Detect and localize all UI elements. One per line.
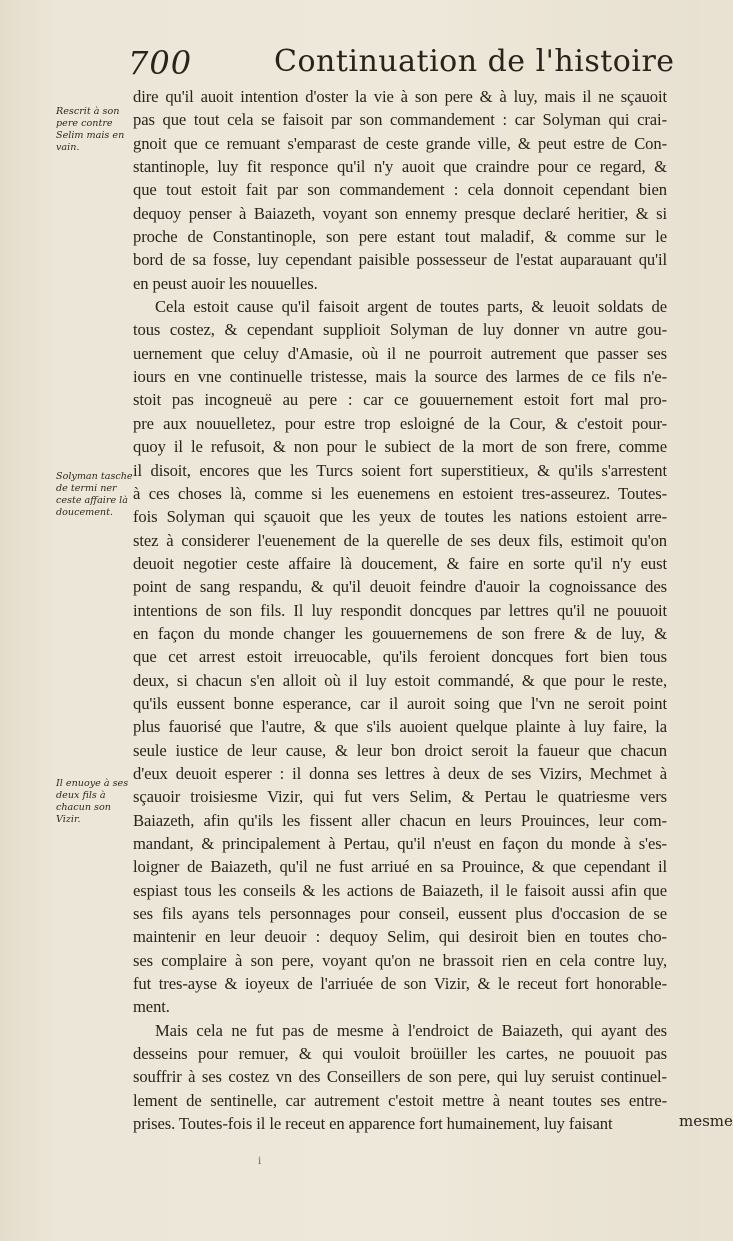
- text-line: dire qu'il auoit intention d'oster la vie à son pere & à luy, mais il ne sçauoit: [133, 87, 667, 106]
- text-line: dequoy penser à Baiazeth, voyant son ennemy presque declaré heritier, & si: [133, 203, 667, 223]
- text-line: stez à considerer l'euenement de la querelle de ses deux fils, estimoit qu'on: [133, 530, 667, 550]
- text-line: pas que tout cela se faisoit par son commandement : car Solyman qui crai-: [133, 110, 667, 130]
- text-line: plus fauorisé que l'autre, & que s'ils auoient quelque plainte à luy faire, la: [133, 717, 667, 737]
- text-line: d'eux deuoit esperer : il donna ses lettres à deux de ses Vizirs, Mechmet à: [133, 763, 667, 783]
- text-line: quoy il le refusoit, & non pour le subiect de la mort de son frere, comme: [133, 437, 667, 457]
- running-title: Continuation de l'histoire: [274, 44, 675, 79]
- text-line: bord de sa fosse, luy cependant paisible possesseur de l'estat auparauant qu'il: [133, 250, 667, 270]
- text-line: deux, si chacun s'en alloit où il luy estoit commandé, & que pour le reste,: [133, 670, 667, 690]
- text-line: en peust auoir les nouuelles.: [133, 273, 318, 293]
- text-line: Baiazeth, afin qu'ils les fissent aller chacun en leurs Prouinces, leur com-: [133, 810, 667, 830]
- body-text: [133, 85, 733, 1135]
- text-line: fut tres-ayse & ioyeux de l'arriuée de son Vizir, & le receut fort honorable-: [133, 974, 667, 994]
- text-line: souffrir à ses costez vn des Conseillers de son pere, qui luy seruist continuel-: [133, 1067, 667, 1087]
- text-line: fois Solyman qui sçauoit que les yeux de toutes les nations estoient arre-: [133, 507, 667, 527]
- text-line: mandant, & principalement à Pertau, qu'il n'eust en façon du monde à s'es-: [133, 834, 667, 853]
- text-line: espiast tous les conseils & les actions de Baiazeth, il le faisoit aussi afin que: [133, 880, 667, 900]
- text-line: Cela estoit cause qu'il faisoit argent de toutes parts, & leuoit soldats de: [155, 297, 667, 317]
- text-line: ses complaire à son pere, voyant qu'on ne brassoit rien en cela contre luy,: [133, 950, 667, 970]
- text-line: stantinople, luy fit responce qu'il n'y auoit que craindre pour ce regard, &: [133, 157, 667, 177]
- text-line: uernement que celuy d'Amasie, où il ne pourroit autrement que passer ses: [133, 343, 667, 363]
- text-line: pre aux nouuelletez, pour estre trop esloigné de la Cour, & c'estoit pour-: [133, 413, 667, 433]
- text-line: proche de Constantinople, son pere estant tout maladif, & comme sur le: [133, 227, 667, 247]
- text-line: Mais cela ne fut pas de mesme à l'endroict de Baiazeth, qui ayant des: [155, 1020, 667, 1040]
- margin-note: Rescrit à son pere contre Selim mais en vain.: [56, 106, 125, 153]
- text-line: point de sang respandu, & qu'il deuoit feindre d'auoir la cognoissance des: [133, 577, 667, 597]
- margin-note: Solyman tasche de termi ner ceste affaire là doucement.: [56, 471, 133, 518]
- text-line: lement de sentinelle, car autrement c'estoit mettre à neant toutes ses entre-: [133, 1090, 667, 1110]
- text-line: gnoit que ce remuant s'emparast de ceste grande ville, & peut estre de Con-: [133, 133, 667, 153]
- text-line: stoit pas incogneuë au pere : car ce gouuernement estoit fort mal pro-: [133, 390, 667, 410]
- text-line: deuoit negotier ceste affaire là doucement, & faire en sorte qu'il n'y eust: [133, 553, 667, 573]
- text-line: ses fils ayans tels personnages pour conseil, eussent plus d'occasion de se: [133, 904, 667, 924]
- text-line: que cet arrest estoit irreuocable, qu'ils feroient doncques fort bien tous: [133, 647, 667, 667]
- text-line: que tout estoit fait par son commandement : cela donnoit cependant bien: [133, 180, 667, 200]
- text-line: tous costez, & cependant supplioit Solyman de luy donner vn autre gou-: [133, 320, 667, 340]
- text-line: prises. Toutes-fois il le receut en apparence fort humainement, luy faisant: [133, 1114, 613, 1134]
- text-line: intentions de son fils. Il luy respondit doncques par lettres qu'il ne pouuoit: [133, 600, 667, 620]
- text-line: sçauoir troisiesme Vizir, qui fut vers Selim, & Pertau le quatriesme vers: [133, 787, 667, 807]
- text-line: qu'ils eussent bonne esperance, car il auroit soing que l'vn ne seroit point: [133, 693, 667, 713]
- page-number: 700: [128, 44, 193, 82]
- page-header: [128, 44, 688, 84]
- text-line: il disoit, encores que les Turcs soient fort superstitieux, & qu'ils s'arrestent: [133, 460, 667, 480]
- text-line: loigner de Baiazeth, qu'il ne fust arriué en sa Prouince, & que cependant il: [133, 857, 667, 877]
- text-line: iours en vne continuelle tristesse, mais la source des larmes de ce fils n'e-: [133, 367, 667, 387]
- text-line: ment.: [133, 997, 170, 1017]
- margin-note: Il enuoye à ses deux fils à chacun son Vizir.: [56, 778, 129, 825]
- text-line: maintenir en leur deuoir : dequoy Selim, qui desiroit bien en toutes cho-: [133, 927, 667, 947]
- footer-mark: i: [258, 1156, 262, 1167]
- text-line: en façon du monde changer les gouuernemens de son frere & de luy, &: [133, 623, 667, 643]
- text-line: à ces choses là, comme si les euenemens en estoient tres-asseurez. Toutes-: [133, 483, 667, 503]
- text-line: desseins pour remuer, & qui vouloit broüiller les cartes, ne pouuoit pas: [133, 1044, 667, 1064]
- catchword: mesme: [679, 1112, 733, 1130]
- text-line: seule iustice de leur cause, & leur bon droict seroit la faueur que chacun: [133, 740, 667, 760]
